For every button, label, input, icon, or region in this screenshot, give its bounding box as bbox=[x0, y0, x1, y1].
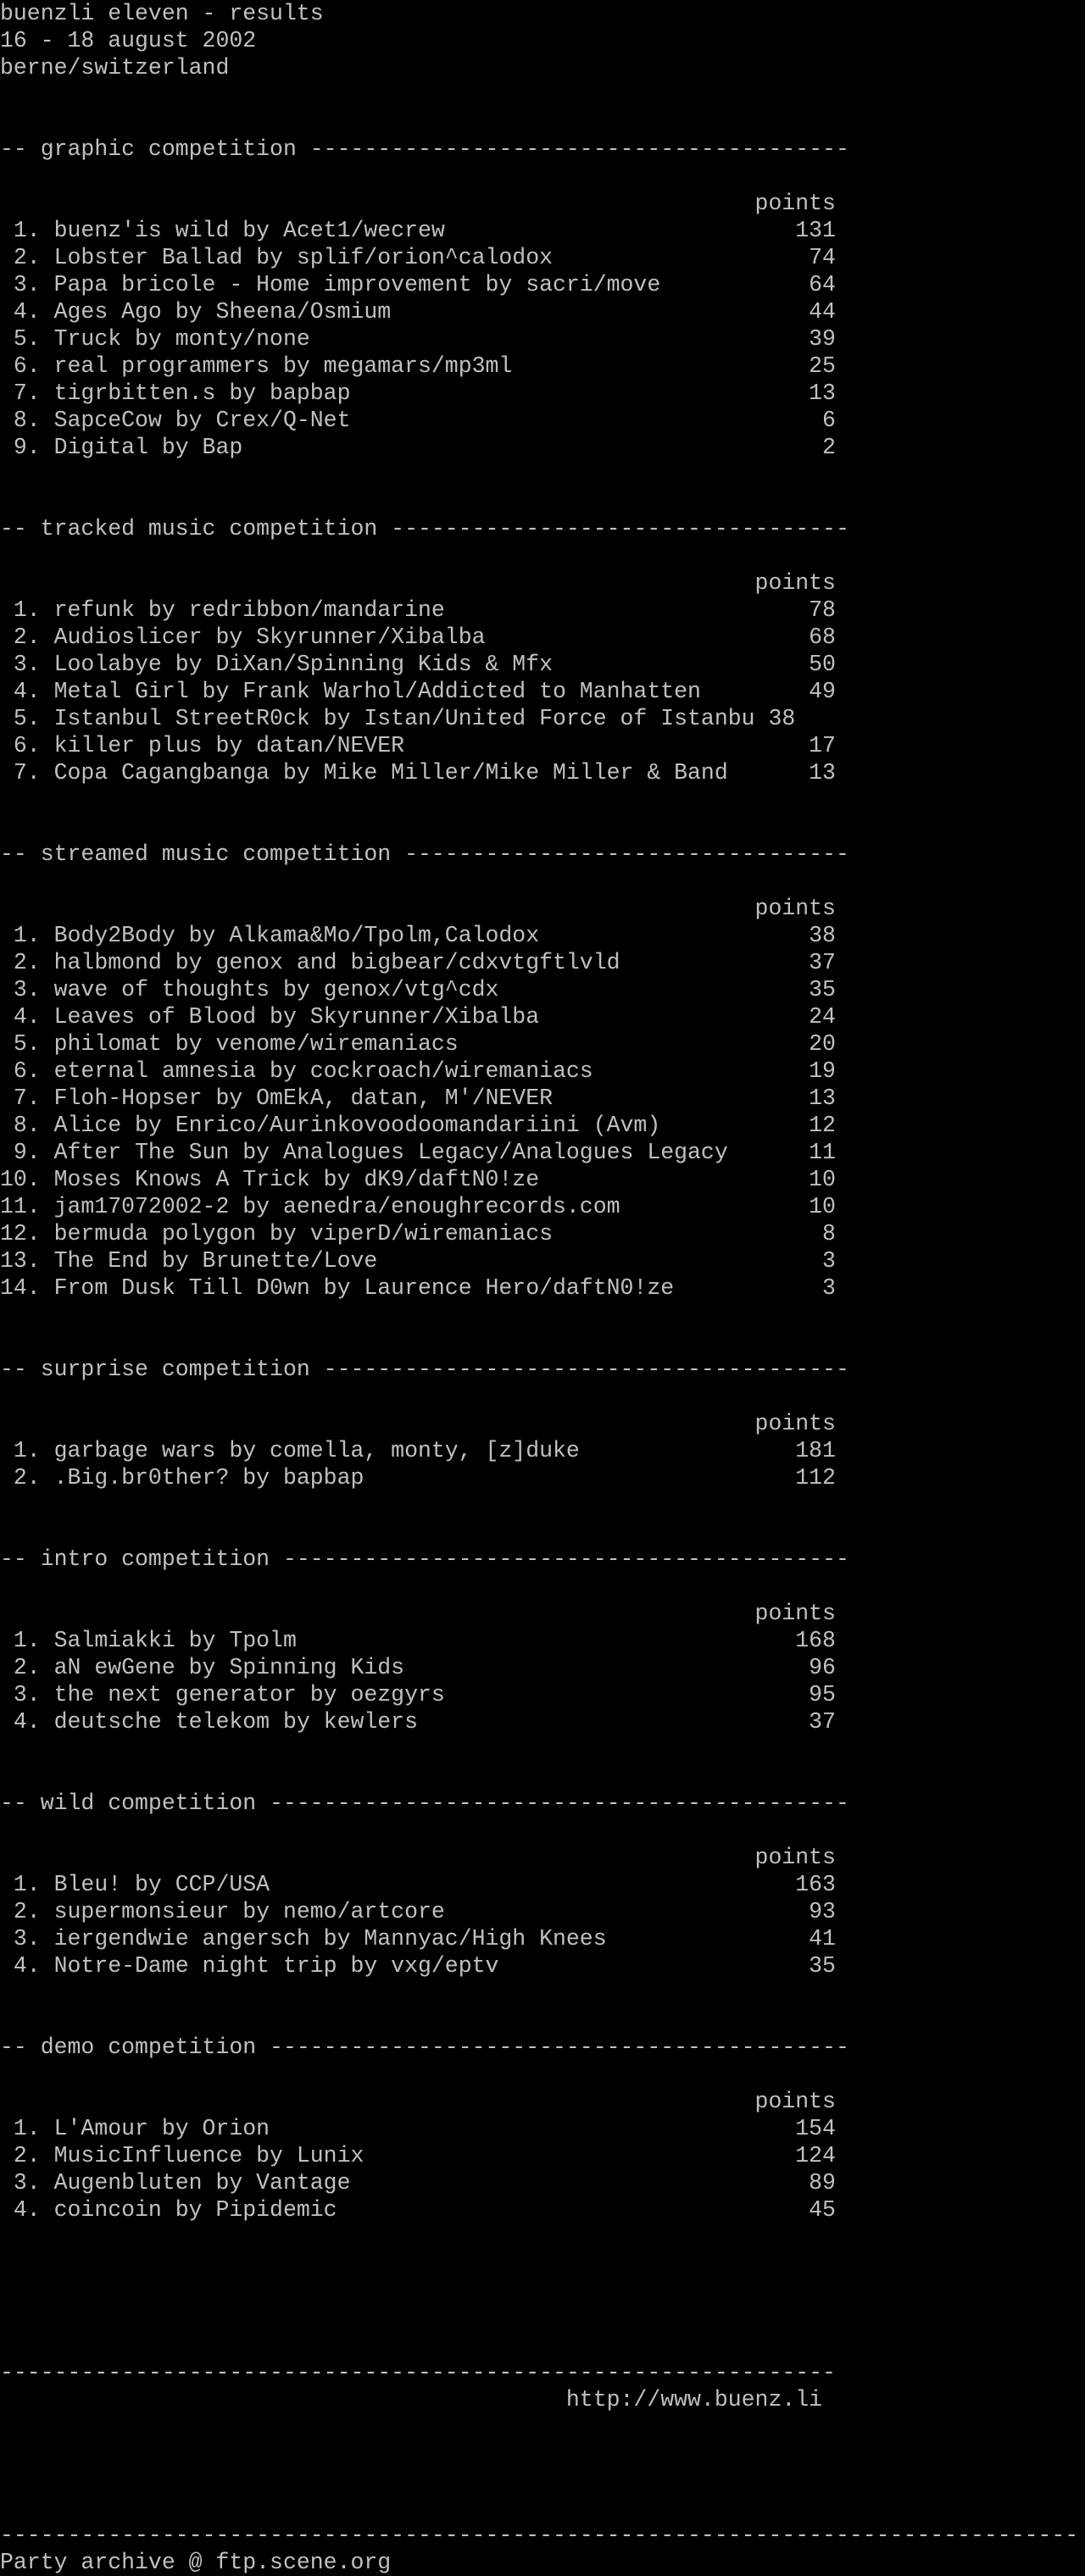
blank-line bbox=[0, 461, 1078, 488]
section-heading: -- surprise competition --------------------------------------- bbox=[0, 1357, 849, 1382]
result-row: 2. .Big.br0ther? by bapbap 112 bbox=[0, 1465, 836, 1491]
result-row: 1. L'Amour by Orion 154 bbox=[0, 2116, 836, 2141]
blank-line bbox=[0, 2413, 1078, 2440]
blank-line bbox=[0, 1763, 1078, 1790]
points-column-header: points bbox=[0, 570, 836, 596]
result-row: 2. supermonsieur by nemo/artcore 93 bbox=[0, 1899, 836, 1924]
blank-line bbox=[0, 2061, 1078, 2088]
blank-line bbox=[0, 1302, 1078, 1329]
result-row: 9. After The Sun by Analogues Legacy/Analogues Legacy 11 bbox=[0, 1140, 836, 1165]
result-row: 1. buenz'is wild by Acet1/wecrew 131 bbox=[0, 218, 836, 243]
result-row: 9. Digital by Bap 2 bbox=[0, 435, 836, 460]
result-row: 10. Moses Knows A Trick by dK9/daftN0!ze 10 bbox=[0, 1167, 836, 1192]
blank-line bbox=[0, 868, 1078, 895]
blank-line bbox=[0, 108, 1078, 136]
result-row: 2. MusicInfluence by Lunix 124 bbox=[0, 2143, 836, 2168]
points-column-header: points bbox=[0, 2089, 836, 2114]
text-line: berne/switzerland bbox=[0, 55, 230, 80]
result-row: 6. real programmers by megamars/mp3ml 25 bbox=[0, 353, 836, 379]
section-heading: -- demo competition ------------------------------------------- bbox=[0, 2035, 849, 2060]
blank-line bbox=[0, 1518, 1078, 1546]
divider-line: -------------------------------------------------------------- bbox=[0, 2360, 836, 2385]
section-heading: -- wild competition ------------------------------------------- bbox=[0, 1790, 849, 1816]
result-row: 3. the next generator by oezgyrs 95 bbox=[0, 1682, 836, 1707]
result-row: 1. Body2Body by Alkama&Mo/Tpolm,Calodox 38 bbox=[0, 923, 836, 948]
result-row: 1. refunk by redribbon/mandarine 78 bbox=[0, 597, 836, 623]
blank-line bbox=[0, 1735, 1078, 1763]
points-column-header: points bbox=[0, 1845, 836, 1870]
result-row: 2. Lobster Ballad by splif/orion^calodox 74 bbox=[0, 245, 836, 270]
result-row: 3. iergendwie angersch by Mannyac/High Knees 41 bbox=[0, 1926, 836, 1951]
result-row: 1. garbage wars by comella, monty, [z]duke 181 bbox=[0, 1438, 836, 1463]
blank-line bbox=[0, 2251, 1078, 2278]
blank-line bbox=[0, 1979, 1078, 2007]
points-column-header: points bbox=[0, 896, 836, 921]
blank-line bbox=[0, 813, 1078, 841]
blank-line bbox=[0, 542, 1078, 569]
result-row: 8. Alice by Enrico/Aurinkovoodoomandariini (Avm) 12 bbox=[0, 1113, 836, 1138]
result-row: 8. SapceCow by Crex/Q-Net 6 bbox=[0, 408, 836, 433]
blank-line bbox=[0, 81, 1078, 108]
points-column-header: points bbox=[0, 191, 836, 216]
divider-line: -------------------------------------------------------------------------------- bbox=[0, 2523, 1079, 2548]
result-row: 4. Metal Girl by Frank Warhol/Addicted to Manhatten 49 bbox=[0, 679, 836, 704]
result-row: 11. jam17072002-2 by aenedra/enoughrecords.com 10 bbox=[0, 1194, 836, 1219]
result-row: 2. Audioslicer by Skyrunner/Xibalba 68 bbox=[0, 625, 836, 650]
result-row: 4. Leaves of Blood by Skyrunner/Xibalba 24 bbox=[0, 1004, 836, 1030]
result-row: 1. Salmiakki by Tpolm 168 bbox=[0, 1628, 836, 1653]
result-row: 3. Loolabye by DiXan/Spinning Kids & Mfx 50 bbox=[0, 652, 836, 677]
archive-credit: Party archive @ ftp.scene.org bbox=[0, 2550, 392, 2575]
blank-line bbox=[0, 1491, 1078, 1518]
result-row: 6. killer plus by datan/NEVER 17 bbox=[0, 733, 836, 758]
result-row: 7. Floh-Hopser by OmEkA, datan, M'/NEVER 13 bbox=[0, 1085, 836, 1111]
section-heading: -- tracked music competition ---------------------------------- bbox=[0, 516, 849, 541]
blank-line bbox=[0, 2332, 1078, 2359]
section-heading: -- graphic competition ---------------------------------------- bbox=[0, 136, 849, 162]
blank-line bbox=[0, 1329, 1078, 1356]
points-column-header: points bbox=[0, 1411, 836, 1436]
result-row: 3. wave of thoughts by genox/vtg^cdx 35 bbox=[0, 977, 836, 1002]
blank-line bbox=[0, 2278, 1078, 2305]
text-line: 16 - 18 august 2002 bbox=[0, 28, 257, 53]
blank-line bbox=[0, 2305, 1078, 2332]
result-row: 13. The End by Brunette/Love 3 bbox=[0, 1248, 836, 1274]
result-row: 3. Augenbluten by Vantage 89 bbox=[0, 2170, 836, 2196]
blank-line bbox=[0, 2440, 1078, 2468]
result-row: 3. Papa bricole - Home improvement by sacri/move 64 bbox=[0, 272, 836, 297]
blank-line bbox=[0, 2223, 1078, 2251]
blank-line bbox=[0, 163, 1078, 190]
result-row: 12. bermuda polygon by viperD/wiremaniacs 8 bbox=[0, 1221, 836, 1246]
result-row: 7. Copa Cagangbanga by Mike Miller/Mike Miller & Band 13 bbox=[0, 760, 836, 786]
result-row: 4. Notre-Dame night trip by vxg/eptv 35 bbox=[0, 1953, 836, 1979]
result-row: 2. aN ewGene by Spinning Kids 96 bbox=[0, 1655, 836, 1680]
blank-line bbox=[0, 2007, 1078, 2034]
blank-line bbox=[0, 2468, 1078, 2495]
result-row: 2. halbmond by genox and bigbear/cdxvtgftlvld 37 bbox=[0, 950, 836, 975]
result-row: 5. philomat by venome/wiremaniacs 20 bbox=[0, 1031, 836, 1057]
section-heading: -- intro competition ------------------------------------------ bbox=[0, 1546, 849, 1572]
blank-line bbox=[0, 1383, 1078, 1410]
blank-line bbox=[0, 2495, 1078, 2522]
text-line: buenzli eleven - results bbox=[0, 1, 324, 26]
result-row: 6. eternal amnesia by cockroach/wiremaniacs 19 bbox=[0, 1058, 836, 1084]
result-row: 4. coincoin by Pipidemic 45 bbox=[0, 2197, 836, 2223]
result-row: 7. tigrbitten.s by bapbap 13 bbox=[0, 380, 836, 406]
section-heading: -- streamed music competition --------------------------------- bbox=[0, 841, 849, 867]
result-row: 4. Ages Ago by Sheena/Osmium 44 bbox=[0, 299, 836, 325]
result-row: 5. Truck by monty/none 39 bbox=[0, 326, 836, 352]
result-row: 1. Bleu! by CCP/USA 163 bbox=[0, 1872, 836, 1897]
blank-line bbox=[0, 1817, 1078, 1844]
footer-url: http://www.buenz.li bbox=[0, 2387, 823, 2412]
result-row: 4. deutsche telekom by kewlers 37 bbox=[0, 1709, 836, 1735]
blank-line bbox=[0, 786, 1078, 813]
blank-line bbox=[0, 488, 1078, 515]
blank-line bbox=[0, 1573, 1078, 1600]
result-row: 14. From Dusk Till D0wn by Laurence Hero/daftN0!ze 3 bbox=[0, 1275, 836, 1301]
points-column-header: points bbox=[0, 1601, 836, 1626]
result-row: 5. Istanbul StreetR0ck by Istan/United Force of Istanbu 38 bbox=[0, 706, 796, 731]
